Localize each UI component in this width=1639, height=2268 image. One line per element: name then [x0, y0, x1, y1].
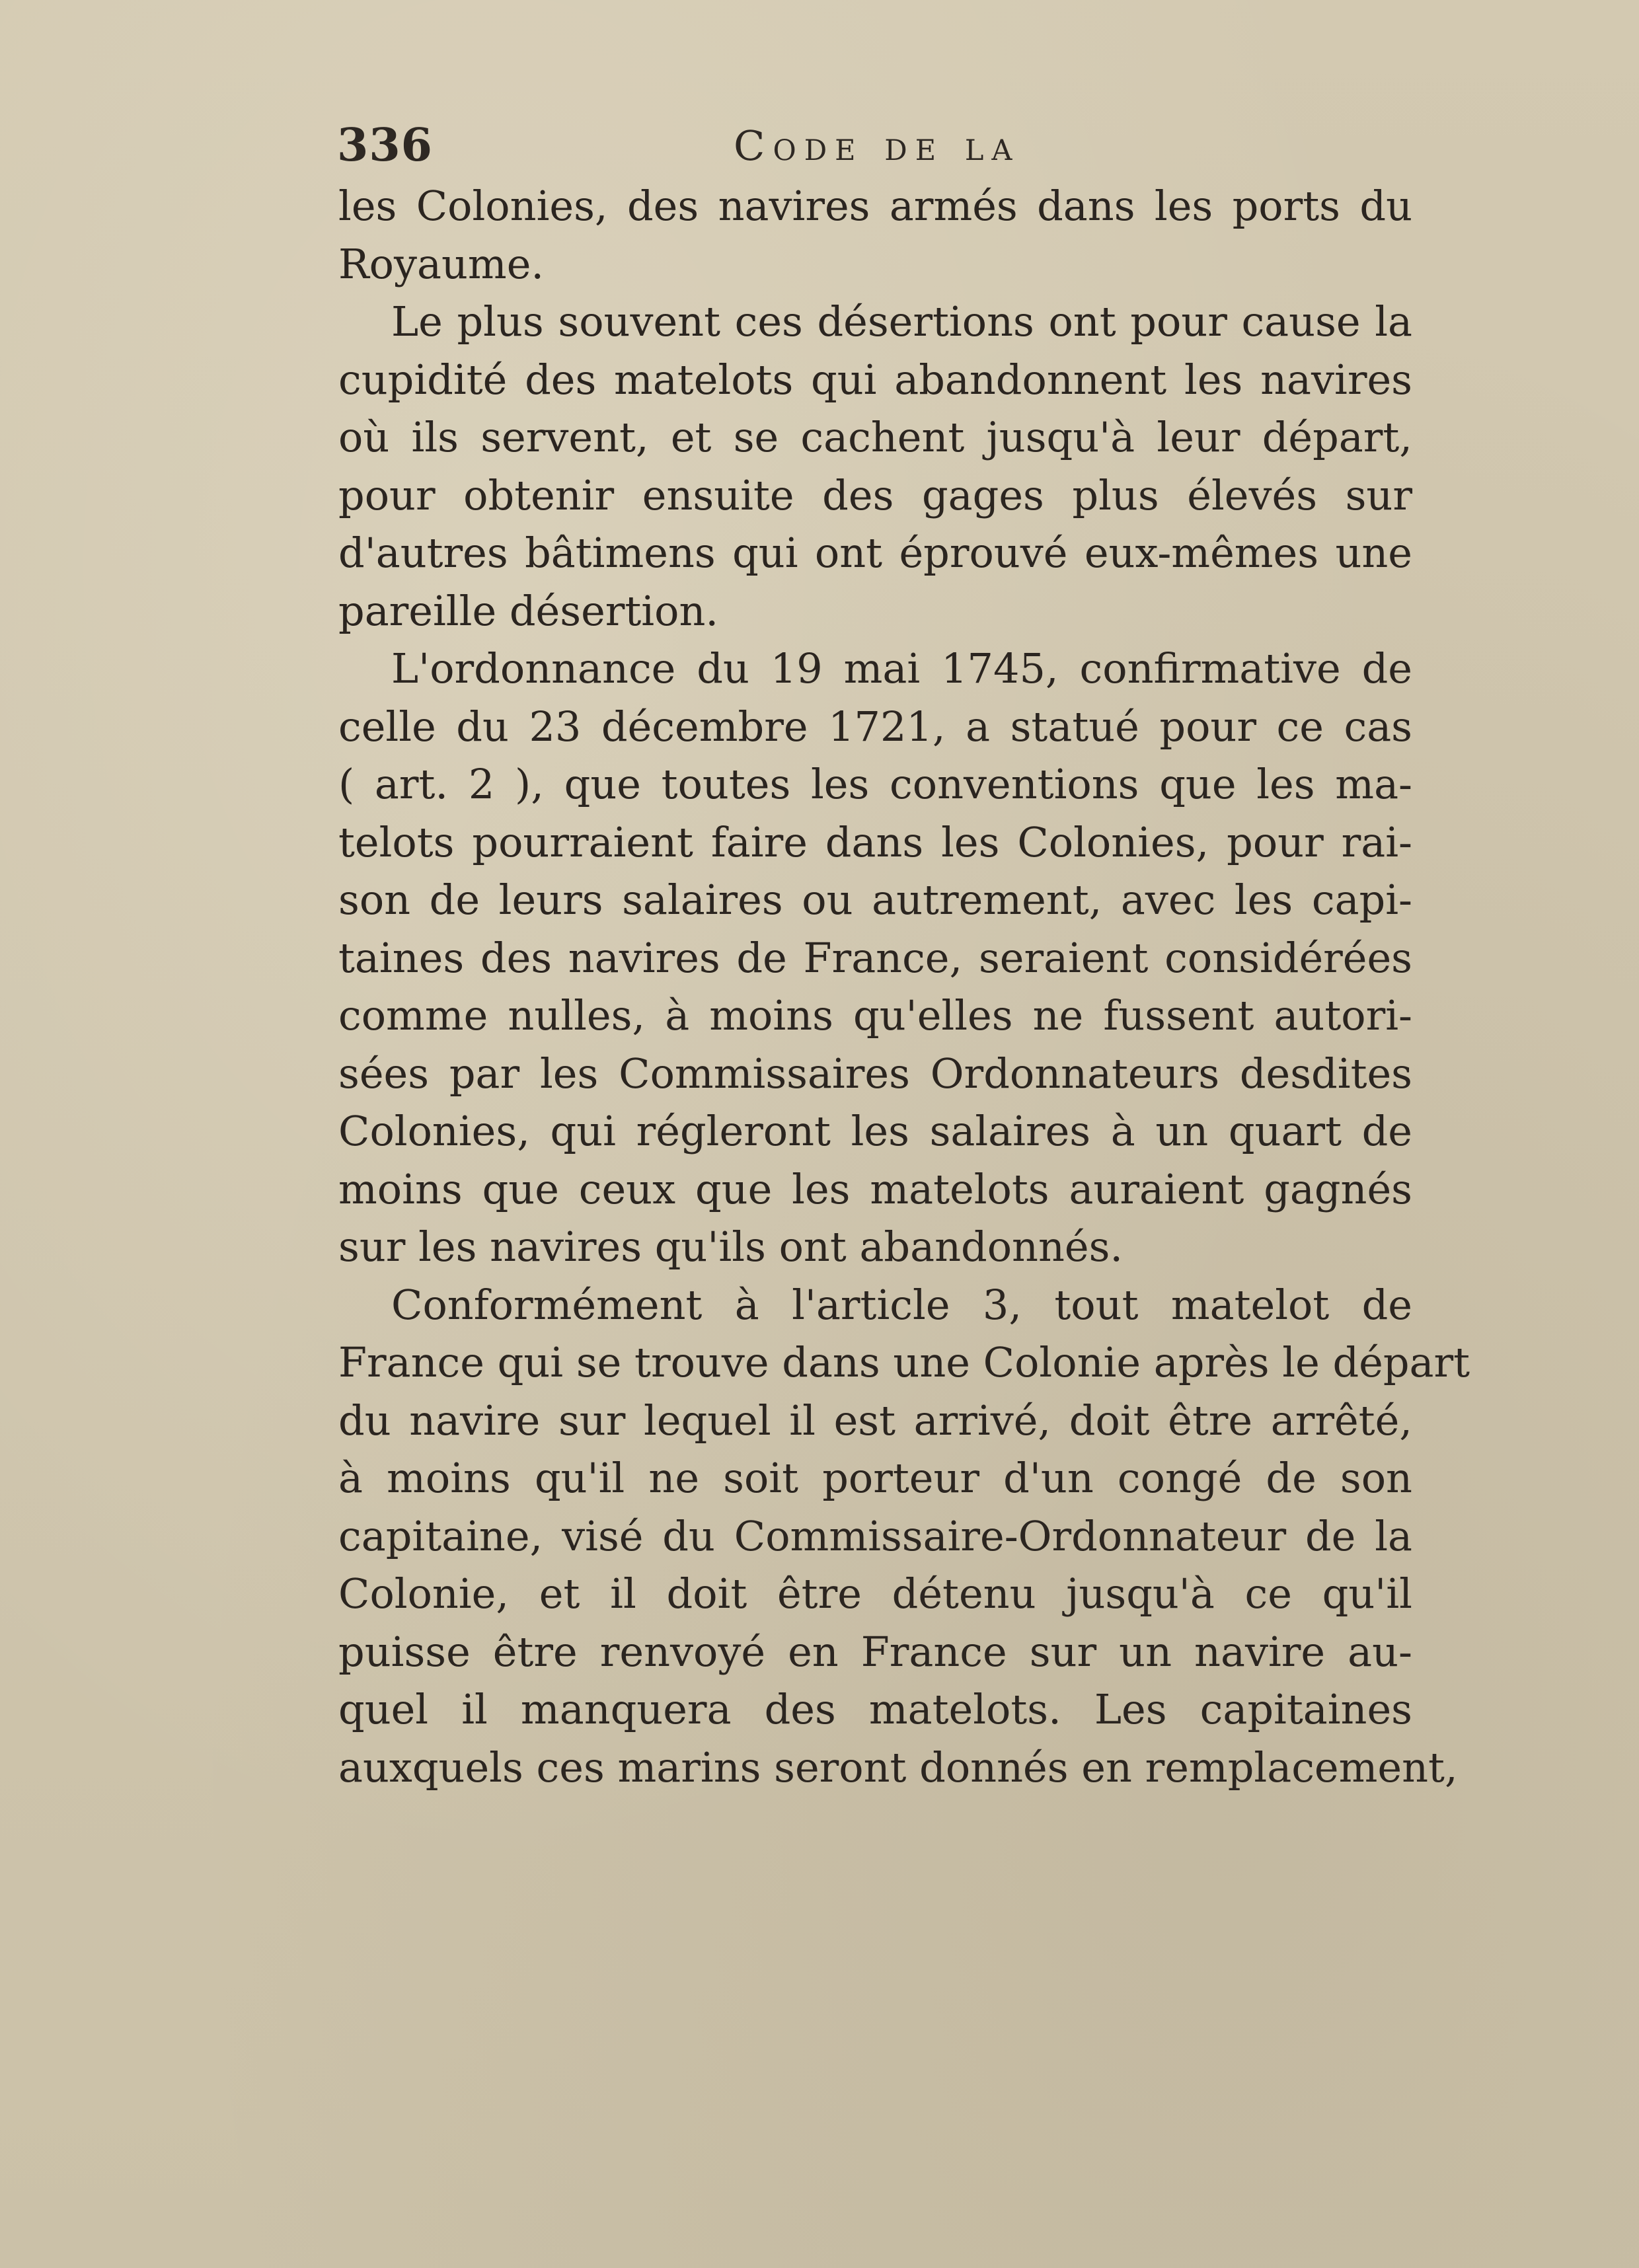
running-title: Code de la: [734, 122, 1020, 170]
text-line: sur les navires qu'ils ont abandonnés.: [338, 1223, 1124, 1271]
text-line: Colonies, qui régleront les salaires à un quart de: [338, 1107, 1412, 1155]
text-line: d'autres bâtimens qui ont éprouvé eux-mêmes une: [338, 529, 1412, 577]
text-line: telots pourraient faire dans les Colonies, pour rai-: [338, 817, 1412, 866]
text-line: cupidité des matelots qui abandonnent les navires: [338, 355, 1412, 404]
text-line: Royaume.: [338, 239, 545, 288]
text-line: son de leurs salaires ou autrement, avec les capi-: [338, 876, 1412, 924]
text-line: France qui se trouve dans une Colonie après le départ: [338, 1338, 1470, 1386]
text-line: comme nulles, à moins qu'elles ne fussent autori-: [338, 991, 1412, 1040]
text-line: puisse être renvoyé en France sur un navire au-: [338, 1627, 1412, 1676]
paragraph: [338, 293, 1412, 640]
text-line: L'ordonnance du 19 mai 1745, confirmative de: [391, 644, 1412, 693]
text-line: où ils servent, et se cachent jusqu'à leur départ,: [338, 413, 1412, 461]
paragraph: [338, 640, 1412, 1276]
text-line: moins que ceux que les matelots auraient gagnés: [338, 1164, 1412, 1213]
text-line: du navire sur lequel il est arrivé, doit être arrêté,: [338, 1396, 1412, 1445]
text-line: auxquels ces marins seront donnés en remplacement,: [338, 1743, 1458, 1792]
text-line: pareille désertion.: [338, 586, 719, 635]
page-header: [337, 119, 1408, 172]
body-text: [338, 177, 1470, 1796]
text-line: quel il manquera des matelots. Les capitaines: [338, 1685, 1412, 1733]
text-line: Conformément à l'article 3, tout matelot de: [391, 1280, 1412, 1329]
text-line: les Colonies, des navires armés dans les ports du: [338, 182, 1412, 230]
text-line: pour obtenir ensuite des gages plus élevés sur: [338, 471, 1412, 519]
paragraph: [338, 177, 1412, 293]
text-line: Le plus souvent ces désertions ont pour cause la: [391, 297, 1412, 346]
text-line: ( art. 2 ), que toutes les conventions que les ma-: [338, 760, 1412, 808]
text-line: capitaine, visé du Commissaire-Ordonnateur de la: [338, 1511, 1412, 1560]
text-line: celle du 23 décembre 1721, a statué pour ce cas: [338, 702, 1412, 751]
page-number: 336: [337, 119, 433, 172]
text-line: taines des navires de France, seraient considérées: [338, 933, 1412, 982]
paragraph: [338, 1276, 1470, 1797]
text-line: Colonie, et il doit être détenu jusqu'à ce qu'il: [338, 1569, 1412, 1618]
text-line: à moins qu'il ne soit porteur d'un congé de son: [338, 1454, 1412, 1502]
text-line: sées par les Commissaires Ordonnateurs desdites: [338, 1049, 1412, 1098]
